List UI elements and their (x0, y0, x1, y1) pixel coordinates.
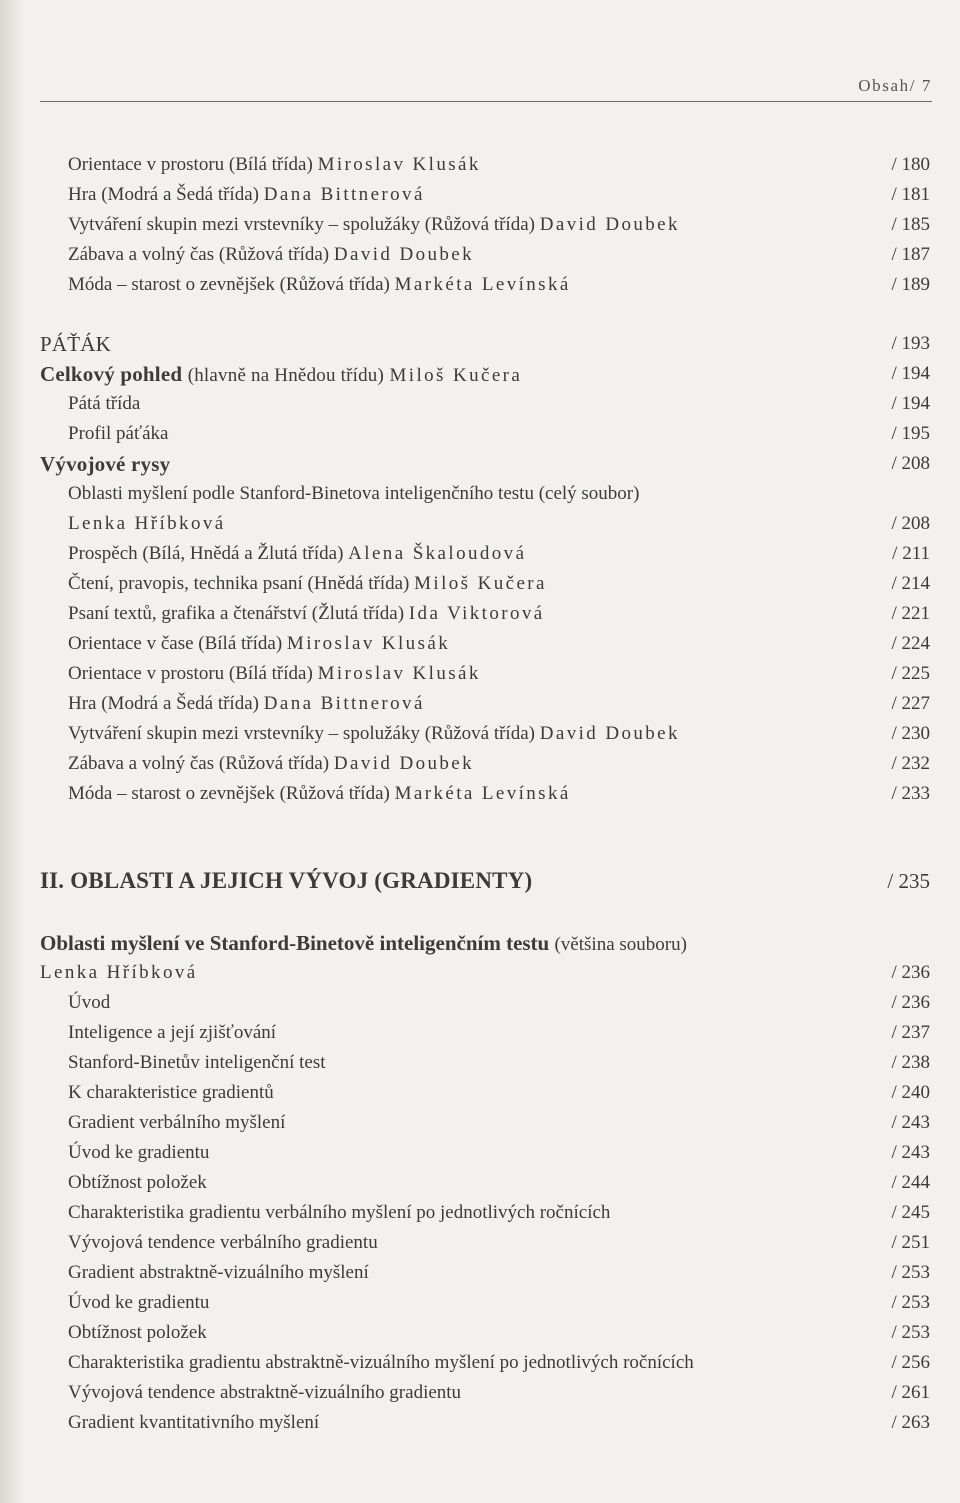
toc-entry[interactable] (40, 479, 930, 509)
toc-entry[interactable] (40, 569, 930, 599)
toc-entry-vyvojove[interactable] (40, 449, 930, 479)
toc-entry[interactable] (40, 1078, 930, 1108)
toc-chapter-oblasti[interactable] (40, 928, 930, 958)
entry-title: Orientace v čase (Bílá třída) (68, 633, 283, 654)
entry-page: / 230 (891, 723, 930, 744)
entry-page: / 232 (891, 753, 930, 774)
toc-entry[interactable] (40, 1348, 930, 1378)
entry-author: David Doubek (539, 214, 680, 235)
toc-entry[interactable] (40, 389, 930, 419)
entry-author: Markéta Levínská (394, 783, 571, 804)
toc-chapter-author[interactable] (40, 958, 930, 988)
part-title: II. OBLASTI A JEJICH VÝVOJ (GRADIENTY) (40, 868, 533, 893)
entry-page: / 208 (891, 513, 930, 534)
entry-title: Psaní textů, grafika a čtenářství (Žlutá třída) (68, 603, 405, 624)
toc-entry[interactable] (40, 419, 930, 449)
entry-title: Gradient kvantitativního myšlení (68, 1412, 320, 1433)
entry-page: / 221 (891, 603, 930, 624)
entry-title: Úvod (68, 992, 111, 1013)
header-rule (40, 101, 932, 102)
entry-title: Móda – starost o zevnějšek (Růžová třída) (68, 274, 390, 295)
entry-title: Hra (Modrá a Šedá třída) (68, 693, 259, 714)
entry-title: Móda – starost o zevnějšek (Růžová třída) (68, 783, 390, 804)
entry-page: / 253 (891, 1262, 930, 1283)
toc-entry[interactable] (40, 180, 930, 210)
page-edge-shadow (0, 0, 26, 1503)
entry-page: / 243 (891, 1112, 930, 1133)
toc-entry[interactable] (40, 1318, 930, 1348)
toc-entry[interactable] (40, 988, 930, 1018)
entry-page: / 240 (891, 1082, 930, 1103)
entry-author: David Doubek (333, 244, 475, 265)
toc-entry[interactable] (40, 1378, 930, 1408)
toc-entry[interactable] (40, 599, 930, 629)
entry-author: Miloš Kučera (389, 365, 523, 386)
entry-author: Markéta Levínská (394, 274, 571, 295)
toc-entry[interactable] (40, 1198, 930, 1228)
entry-title: Charakteristika gradientu verbálního myšlení po jednotlivých ročnících (68, 1202, 611, 1223)
entry-page: / 244 (891, 1172, 930, 1193)
entry-author: Miloš Kučera (414, 573, 547, 594)
entry-page: / 253 (891, 1292, 930, 1313)
toc-entry[interactable] (40, 1018, 930, 1048)
entry-title: Čtení, pravopis, technika psaní (Hnědá třída) (68, 573, 410, 594)
entry-page: / 261 (891, 1382, 930, 1403)
entry-page: / 185 (891, 214, 930, 235)
entry-page: / 195 (891, 423, 930, 444)
toc-entry[interactable] (40, 1258, 930, 1288)
entry-page: / 238 (891, 1052, 930, 1073)
toc-section-pataak[interactable] (40, 329, 930, 359)
entry-title: Gradient abstraktně-vizuálního myšlení (68, 1262, 369, 1283)
entry-title: Zábava a volný čas (Růžová třída) (68, 753, 330, 774)
entry-title: Úvod ke gradientu (68, 1292, 210, 1313)
toc-entry[interactable] (40, 629, 930, 659)
entry-page: / 251 (891, 1232, 930, 1253)
entry-page: / 180 (891, 154, 930, 175)
entry-page: / 227 (891, 693, 930, 714)
entry-author: Miroslav Klusák (317, 663, 481, 684)
entry-page: / 224 (891, 633, 930, 654)
entry-title: Úvod ke gradientu (68, 1142, 210, 1163)
entry-title: Vytváření skupin mezi vrstevníky – spolužáky (Růžová třída) (68, 214, 535, 235)
toc-entry[interactable] (40, 1138, 930, 1168)
entry-page: / 253 (891, 1322, 930, 1343)
entry-title: Obtížnost položek (68, 1172, 207, 1193)
section-title: PÁŤÁK (40, 332, 112, 356)
entry-title: Gradient verbálního myšlení (68, 1112, 286, 1133)
entry-author: Lenka Hříbková (68, 513, 226, 534)
entry-title: Oblasti myšlení podle Stanford-Binetova inteligenčního testu (celý soubor) (68, 483, 640, 504)
entry-page: / 263 (891, 1412, 930, 1433)
toc-entry[interactable] (40, 719, 930, 749)
toc-entry[interactable] (40, 270, 930, 300)
entry-author: Ida Viktorová (408, 603, 545, 624)
entry-title: Obtížnost položek (68, 1322, 207, 1343)
entry-author: Alena Škaloudová (348, 543, 527, 564)
entry-title: Pátá třída (68, 393, 141, 414)
entry-page: / 208 (891, 453, 930, 474)
entry-title: Zábava a volný čas (Růžová třída) (68, 244, 330, 265)
entry-page: / 235 (887, 869, 930, 893)
entry-title: Vytváření skupin mezi vrstevníky – spolužáky (Růžová třída) (68, 723, 535, 744)
entry-page: / 236 (891, 962, 930, 983)
entry-title: Profil páťáka (68, 423, 169, 444)
toc-entry[interactable] (40, 1228, 930, 1258)
entry-title: Vývojová tendence verbálního gradientu (68, 1232, 378, 1253)
entry-page: / 211 (892, 543, 930, 564)
chapter-note: (většina souboru) (554, 934, 687, 955)
entry-title: Orientace v prostoru (Bílá třída) (68, 154, 313, 175)
entry-title: Celkový pohled (40, 362, 183, 386)
toc-entry[interactable] (40, 1288, 930, 1318)
entry-page: / 181 (891, 184, 930, 205)
entry-page: / 237 (891, 1022, 930, 1043)
entry-title: Stanford-Binetův inteligenční test (68, 1052, 326, 1073)
entry-page: / 194 (891, 363, 930, 384)
entry-page: / 256 (891, 1352, 930, 1373)
toc-entry[interactable] (40, 1168, 930, 1198)
entry-page: / 225 (891, 663, 930, 684)
entry-author: Dana Bittnerová (263, 693, 425, 714)
toc-entry[interactable] (40, 779, 930, 809)
entry-author: David Doubek (333, 753, 475, 774)
toc-entry[interactable] (40, 150, 930, 180)
entry-page: / 189 (891, 274, 930, 295)
toc-entry[interactable] (40, 509, 930, 539)
entry-title: Hra (Modrá a Šedá třída) (68, 184, 259, 205)
entry-page: / 236 (891, 992, 930, 1013)
entry-page: / 233 (891, 783, 930, 804)
entry-title: Vývojová tendence abstraktně-vizuálního gradientu (68, 1382, 462, 1403)
toc-entry[interactable] (40, 240, 930, 270)
entry-title: Charakteristika gradientu abstraktně-vizuálního myšlení po jednotlivých ročnících (68, 1352, 694, 1373)
entry-author: Miroslav Klusák (317, 154, 481, 175)
chapter-title: Oblasti myšlení ve Stanford-Binetově inteligenčním testu (40, 931, 550, 955)
toc-entry[interactable] (40, 689, 930, 719)
chapter-author: Lenka Hříbková (40, 962, 198, 983)
running-head: Obsah/ 7 (858, 76, 932, 95)
entry-page: / 194 (891, 393, 930, 414)
entry-title: Inteligence a její zjišťování (68, 1022, 277, 1043)
entry-title: Prospěch (Bílá, Hnědá a Žlutá třída) (68, 543, 344, 564)
toc-entry[interactable] (40, 1408, 930, 1438)
toc-part-2[interactable] (40, 866, 930, 896)
entry-author: Miroslav Klusák (286, 633, 451, 654)
entry-page: / 187 (891, 244, 930, 265)
toc-entry[interactable] (40, 1108, 930, 1138)
entry-title: Orientace v prostoru (Bílá třída) (68, 663, 313, 684)
entry-author: David Doubek (539, 723, 680, 744)
toc-entry[interactable] (40, 1048, 930, 1078)
entry-title: Vývojové rysy (40, 452, 171, 476)
toc-entry[interactable] (40, 539, 930, 569)
entry-author: Dana Bittnerová (263, 184, 425, 205)
entry-title: K charakteristice gradientů (68, 1082, 274, 1103)
entry-page: / 243 (891, 1142, 930, 1163)
toc-entry[interactable] (40, 210, 930, 240)
toc-entry[interactable] (40, 749, 930, 779)
toc-entry[interactable] (40, 659, 930, 689)
entry-page: / 193 (891, 333, 930, 354)
entry-note: (hlavně na Hnědou třídu) (187, 365, 385, 386)
toc-entry-celkovy[interactable] (40, 359, 930, 389)
entry-page: / 214 (891, 573, 930, 594)
entry-page: / 245 (891, 1202, 930, 1223)
